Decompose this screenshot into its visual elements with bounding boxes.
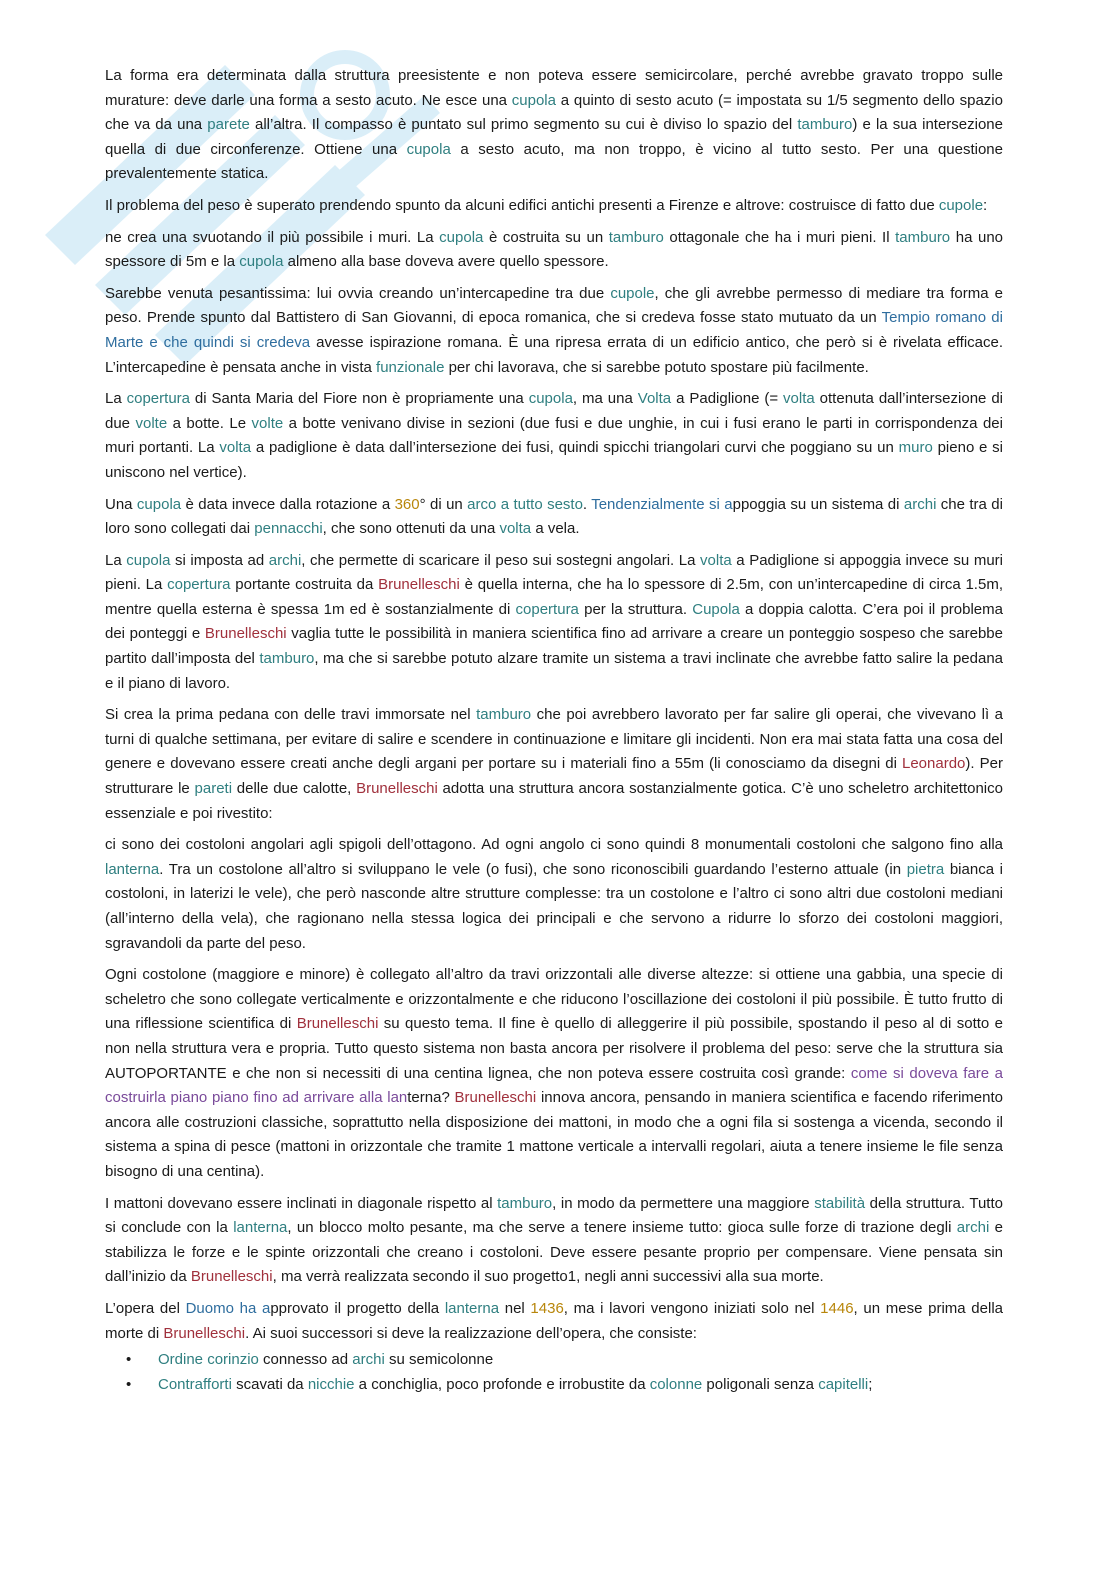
- keyword-teal: volta: [219, 439, 252, 457]
- keyword-teal: lanterna: [105, 860, 160, 878]
- paragraph: [105, 963, 1003, 1184]
- document-body: [105, 64, 1003, 1397]
- keyword-teal: volte: [135, 414, 168, 432]
- paragraph: [105, 493, 1003, 542]
- keyword-gold: 360: [394, 495, 420, 513]
- text-run: , ma che si sarebbe potuto alzare tramite un sistema a travi inclinate che avrebbe fatto salire la pedana e il piano di lavoro.: [105, 650, 1003, 692]
- text-run: a padiglione è data dall’intersezione dei fusi, quindi spicchi triangolari curvi che poggiano su un: [251, 439, 899, 457]
- text-run: Ogni costolone (maggiore e minore) è collegato all’altro da travi orizzontali alle diverse altezze: si ottiene una gabbia, una specie di scheletro che sono collegate verticalmente e orizzontalmente e che riducono l’oscillazione dei costoloni il più possibile. È tutto frutto di una riflessione scientifica di: [105, 966, 1003, 1033]
- text-run: Una: [105, 495, 137, 513]
- text-run: La forma era determinata dalla struttura preesistente e non poteva essere semicircolare, perché avrebbe gravato troppo sulle murature: deve darle una forma a sesto acuto. Ne esce una: [105, 67, 1003, 109]
- keyword-teal: cupola: [439, 228, 484, 246]
- text-run: di Santa Maria del Fiore non è propriamente una: [190, 390, 529, 408]
- keyword-teal: Ordine corinzio: [158, 1351, 259, 1369]
- keyword-teal: colonne: [649, 1375, 703, 1393]
- text-run: , ma verrà realizzata secondo il suo progetto1, negli anni successivi alla sua morte.: [272, 1268, 824, 1286]
- keyword-teal: archi: [956, 1219, 990, 1237]
- text-run: Sarebbe venuta pesantissima: lui ovvia creando un’intercapedine tra due: [105, 284, 611, 302]
- paragraph: [105, 549, 1003, 697]
- paragraph: [105, 1297, 1003, 1346]
- keyword-teal: cupola: [136, 495, 182, 513]
- text-run: Il problema del peso è superato prendendo spunto da alcuni edifici antichi presenti a Firenze e altrove: costruisce di fatto due: [105, 196, 939, 214]
- paragraph: [105, 194, 1003, 219]
- text-run: terna?: [407, 1089, 455, 1107]
- bullet-dot-icon: •: [126, 1375, 132, 1393]
- text-run: vaglia tutte le possibilità in maniera scientifica fino ad arrivare a creare un ponteggio sospeso che sarebbe partito dall’imposta del: [105, 625, 1003, 668]
- text-run: portante costruita da: [230, 576, 379, 594]
- text-run: per chi lavorava, che si sarebbe potuto spostare più facilmente.: [444, 358, 869, 376]
- text-run: :: [983, 196, 988, 214]
- keyword-teal: tamburo: [497, 1194, 553, 1212]
- text-run: delle due calotte,: [232, 780, 357, 798]
- keyword-teal: volte: [251, 414, 284, 432]
- text-run: su questo tema. Il fine è quello di alleggerire il più possibile, spostando il peso al di sotto e non nella struttura vera e propria. Tutto questo sistema non basta ancora per risolvere il problema del peso: serve che la struttura sia AUTOPORTANTE e che non si necessiti di una centina lignea, che non poteva essere costruita così grande:: [105, 1015, 1003, 1082]
- keyword-teal: cupole: [938, 196, 984, 214]
- keyword-red: Brunelleschi: [204, 625, 287, 643]
- text-run: , in modo da permettere una maggiore: [552, 1194, 815, 1212]
- keyword-teal: pennacchi: [254, 520, 323, 538]
- keyword-gold: 1436: [530, 1299, 564, 1317]
- text-run: ). Per strutturare le: [105, 755, 1003, 798]
- keyword-teal: lanterna: [233, 1219, 288, 1237]
- text-run: adotta una struttura ancora sostanzialmente gotica. C’è uno scheletro architettonico essenziale e poi rivestito:: [105, 780, 1003, 822]
- text-run: , che sono ottenuti da una: [322, 520, 500, 538]
- text-run: poligonali senza: [702, 1375, 819, 1393]
- paragraph: [105, 703, 1003, 826]
- keyword-teal: tamburo: [259, 650, 315, 668]
- keyword-purple: come si doveva fare a costruirla piano piano fino ad arrivare alla lan: [105, 1064, 1003, 1107]
- bullet-list: [105, 1348, 1003, 1397]
- text-run: , che gli avrebbe permesso di mediare tra forma e peso. Prende spunto dal Battistero di San Giovanni, di epoca romanica, che si credeva fosse stato mutuato da un: [105, 284, 1003, 327]
- text-run: a sesto acuto, ma non troppo, è vicino al tutto sesto. Per una questione prevalentemente statica.: [105, 140, 1003, 183]
- text-run: che poi avrebbero lavorato per far salire gli operai, che vivevano lì a turni di qualche settimana, per evitare di salire e scendere in continuazione e limitare gli incidenti. Non era mai stata fatta una cosa del genere e dovevano essere creati anche degli argani per portare su i materiali fino a 55m (li conosciamo da disegni di: [105, 706, 1004, 773]
- text-run: almeno alla base doveva avere quello spessore.: [283, 253, 609, 271]
- keyword-red: Brunelleschi: [163, 1324, 246, 1342]
- keyword-teal: funzionale: [376, 358, 445, 376]
- keyword-teal: cupola: [239, 253, 284, 271]
- text-run: , ma una: [572, 390, 638, 408]
- text-run: su semicolonne: [384, 1351, 494, 1369]
- paragraph: [105, 833, 1003, 956]
- paragraph: [105, 387, 1003, 485]
- keyword-teal: lanterna: [444, 1299, 500, 1317]
- keyword-teal: stabilità: [814, 1194, 866, 1212]
- text-run: , ma i lavori vengono iniziati solo nel: [563, 1299, 821, 1317]
- text-run: . Tra un costolone all’altro si sviluppano le vele (o fusi), che sono riconoscibili guardando l’esterno attuale (in: [159, 860, 907, 878]
- keyword-teal: volta: [783, 390, 815, 408]
- keyword-teal: pietra: [906, 860, 945, 878]
- text-run: . Ai suoi successori si deve la realizzazione dell’opera, che consiste:: [245, 1324, 697, 1342]
- keyword-teal: cupole: [610, 284, 655, 302]
- text-run: La: [105, 390, 127, 408]
- text-run: La: [105, 551, 127, 569]
- keyword-blue: Duomo ha a: [185, 1299, 271, 1317]
- bullet-item: [105, 1373, 1003, 1398]
- text-run: ) e la sua intersezione quella di due circonferenze. Ottiene una: [105, 116, 1003, 158]
- keyword-teal: archi: [903, 495, 937, 513]
- text-run: nel: [499, 1299, 531, 1317]
- keyword-red: Brunelleschi: [296, 1015, 379, 1033]
- text-run: è quella interna, che ha lo spessore di 2.5m, con un’intercapedine di circa 1.5m, mentre quella esterna è spessa 1m ed è sostanzialmente di: [105, 576, 1003, 618]
- keyword-blue: Tendenzialmente si a: [591, 495, 733, 513]
- text-run: connesso ad: [258, 1351, 353, 1369]
- keyword-red: Leonardo: [902, 755, 966, 773]
- keyword-teal: muro: [898, 439, 933, 457]
- text-run: a Padiglione (=: [671, 390, 784, 408]
- paragraph: [105, 1192, 1003, 1290]
- text-run: ° di un: [419, 495, 468, 513]
- text-run: si imposta ad: [170, 551, 269, 569]
- text-run: I mattoni dovevano essere inclinati in diagonale rispetto al: [105, 1194, 498, 1212]
- text-run: a vela.: [531, 520, 580, 538]
- keyword-teal: pareti: [194, 780, 233, 798]
- keyword-gold: 1446: [820, 1299, 854, 1317]
- keyword-teal: cupola: [511, 91, 556, 109]
- text-run: L’opera del: [105, 1299, 186, 1317]
- text-run: .: [582, 495, 592, 513]
- text-run: a botte venivano divise in sezioni (due fusi e due unghie, in cui i fusi erano le parti in corrispondenza dei muri portanti. La: [105, 414, 1003, 457]
- keyword-teal: cupola: [528, 390, 573, 408]
- keyword-teal: copertura: [515, 600, 579, 618]
- text-run: ci sono dei costoloni angolari agli spigoli dell’ottagono. Ad ogni angolo ci sono quindi 8 monumentali costoloni che salgono fino alla: [105, 836, 1003, 854]
- keyword-red: Brunelleschi: [454, 1089, 537, 1107]
- keyword-teal: tamburo: [797, 116, 853, 134]
- text-run: ;: [868, 1375, 873, 1393]
- text-run: ne crea una svuotando il più possibile i muri. La: [105, 228, 440, 246]
- text-run: , un mese prima della morte di: [105, 1299, 1003, 1342]
- text-run: Si crea la prima pedana con delle travi immorsate nel: [105, 706, 477, 724]
- text-run: all’altra. Il compasso è puntato sul primo segmento su cui è diviso lo spazio del: [249, 116, 798, 134]
- text-run: e stabilizza le forze e le spinte orizzontali che creano i costoloni. Deve essere pesante proprio per compensare. Viene pensata sin dall’inizio da: [105, 1219, 1004, 1286]
- text-run: a botte. Le: [167, 414, 252, 432]
- keyword-teal: cupola: [126, 551, 171, 569]
- text-run: , un blocco molto pesante, ma che serve a tenere insieme tutto: gioca sulle forze di trazione degli: [287, 1219, 957, 1237]
- text-run: ha uno spessore di 5m e la: [105, 228, 1003, 271]
- keyword-teal: Volta: [637, 390, 672, 408]
- text-run: della struttura. Tutto si conclude con la: [105, 1194, 1003, 1237]
- keyword-red: Brunelleschi: [190, 1268, 273, 1286]
- paragraph-list: [105, 64, 1003, 1346]
- text-run: , che permette di scaricare il peso sui sostegni angolari. La: [301, 551, 701, 569]
- text-run: a Padiglione si appoggia invece su muri pieni. La: [105, 551, 1003, 594]
- paragraph: [105, 226, 1003, 275]
- text-run: ppoggia su un sistema di: [732, 495, 904, 513]
- paragraph: [105, 64, 1003, 187]
- text-run: pieno e si uniscono nel vertice).: [105, 439, 1004, 481]
- keyword-red: Brunelleschi: [378, 576, 460, 594]
- keyword-teal: Cupola: [692, 600, 740, 618]
- text-run: a doppia calotta. C’era poi il problema dei ponteggi e: [105, 600, 1003, 643]
- text-run: è costruita su un: [483, 228, 609, 246]
- text-run: scavati da: [231, 1375, 308, 1393]
- keyword-teal: cupola: [406, 140, 451, 158]
- keyword-red: Brunelleschi: [356, 780, 438, 798]
- text-run: innova ancora, pensando in maniera scientifica e facendo riferimento ancora alle costruzioni classiche, soprattutto nella disposizione dei mattoni, in modo che a ogni fila si sostenga a vicenda, secondo il sistema a spina di pesce (mattoni in orizzontale che tramite 1 mattone verticale a intervalli regolari, aiuta a tenere insieme le file senza bisogno di una centina).: [105, 1089, 1003, 1180]
- text-run: ottagonale che ha i muri pieni. Il: [663, 228, 896, 246]
- text-run: pprovato il progetto della: [270, 1299, 445, 1317]
- text-run: bianca i costoloni, in laterizi le vele), che però nasconde altre strutture complesse: tra un costolone e l’altro ci sono altri due costoloni mediani (all’interno della vela), che ragionano nella stessa logica dei principali e che servono a ridurre lo sforzo dei costoloni maggiori, sgravandoli da parte del peso.: [105, 860, 1004, 952]
- keyword-teal: tamburo: [476, 706, 532, 724]
- keyword-teal: capitelli: [818, 1375, 869, 1393]
- keyword-teal: volta: [700, 551, 732, 569]
- text-run: ottenuta dall’intersezione di due: [105, 390, 1003, 432]
- keyword-teal: archi: [268, 551, 302, 569]
- keyword-teal: Contrafforti: [158, 1375, 232, 1393]
- keyword-teal: volta: [499, 520, 532, 538]
- text-run: a conchiglia, poco profonde e irrobustite da: [354, 1375, 650, 1393]
- keyword-teal: copertura: [167, 576, 231, 594]
- text-run: è data invece dalla rotazione a: [181, 495, 395, 513]
- text-run: avesse ispirazione romana. È una ripresa errata di un edificio antico, che però si è rivelata efficace. L’intercapedine è pensata anche in vista: [105, 333, 1004, 376]
- bullet-item: [105, 1348, 1003, 1373]
- text-run: che tra di loro sono collegati dai: [105, 495, 1003, 538]
- keyword-teal: tamburo: [895, 228, 951, 246]
- keyword-teal: copertura: [126, 390, 190, 408]
- keyword-teal: nicchie: [307, 1375, 355, 1393]
- keyword-teal: arco a tutto sesto: [467, 495, 583, 513]
- keyword-teal: parete: [207, 116, 250, 134]
- keyword-blue: Tempio romano di Marte e che quindi si credeva: [105, 309, 1003, 351]
- paragraph: [105, 282, 1003, 380]
- bullet-dot-icon: •: [126, 1351, 132, 1369]
- text-run: per la struttura.: [578, 600, 693, 618]
- keyword-teal: tamburo: [608, 228, 664, 246]
- keyword-teal: archi: [352, 1351, 385, 1369]
- text-run: a quinto di sesto acuto (= impostata su 1/5 segmento dello spazio che va da una: [105, 91, 1003, 134]
